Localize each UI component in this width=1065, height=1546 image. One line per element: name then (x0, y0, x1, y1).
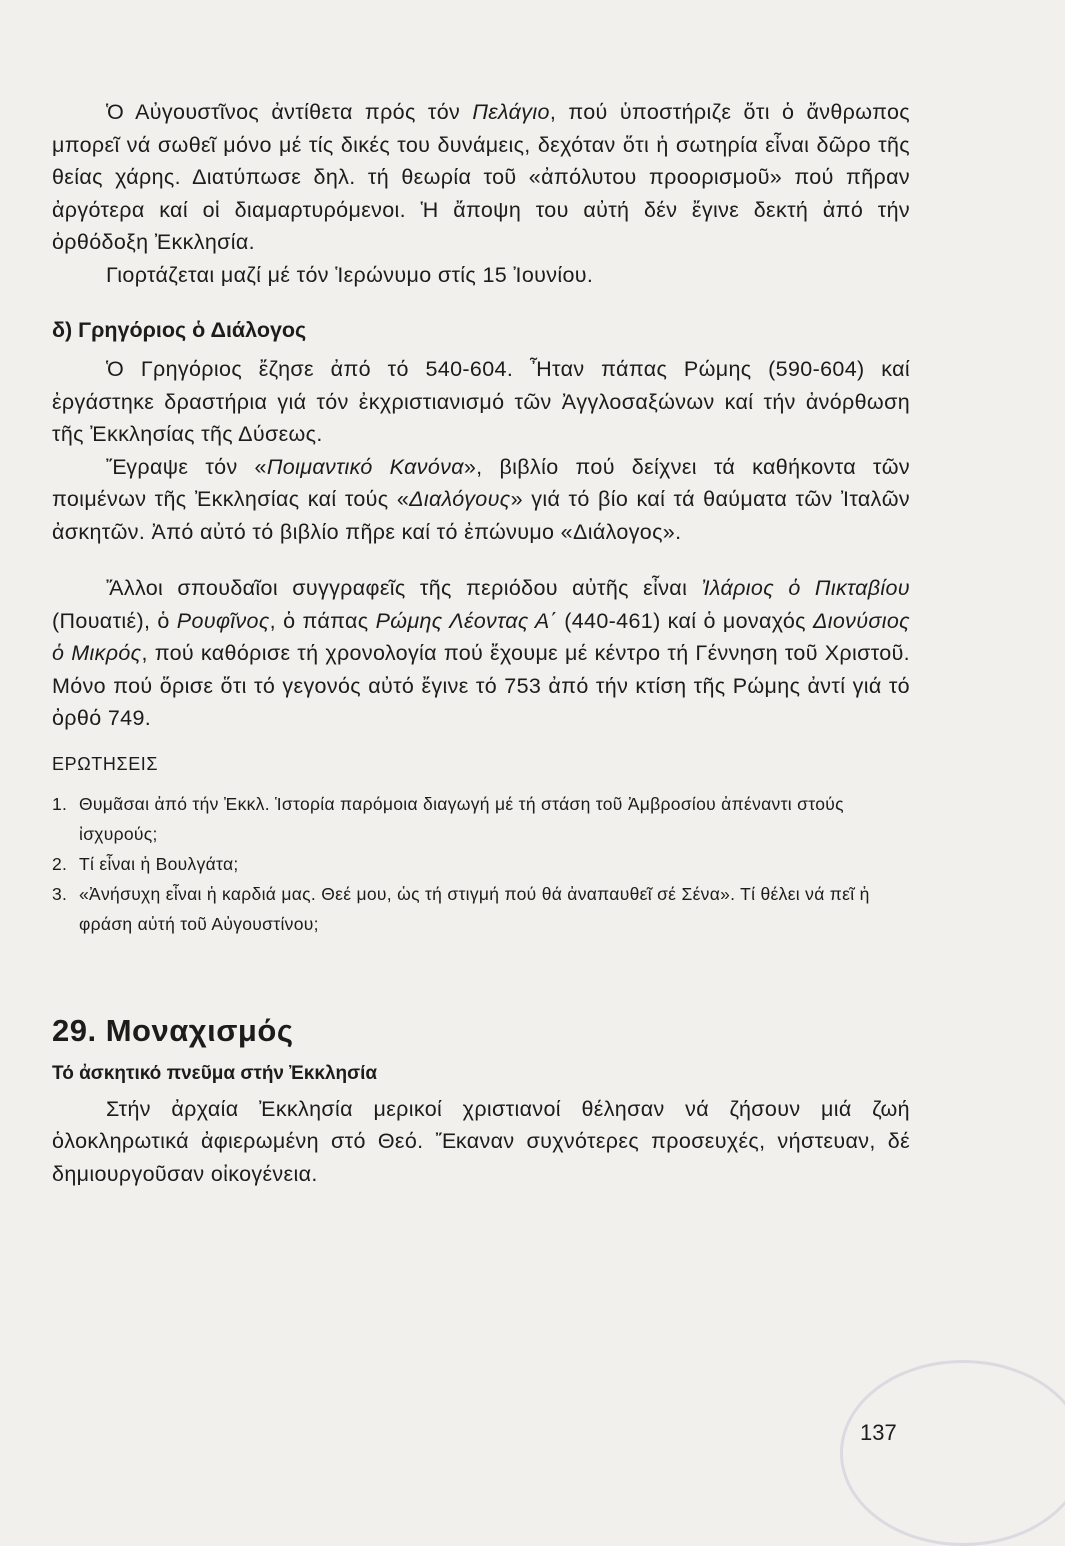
question-item (52, 849, 910, 879)
questions-title: ΕΡΩΤΗΣΕΙΣ (52, 753, 159, 774)
paragraph-other-writers (52, 572, 910, 735)
text-run: , πού ὑποστήριζε ὅτι ὁ ἄνθρωπος μπορεῖ νά σωθεῖ μόνο μέ τίς δικές του δυνάμεις, δεχόταν ὅτι ἡ σωτηρία εἶναι δῶρο τῆς θείας χάρης. Διατύπωσε δηλ. τή θεωρία τοῦ «ἀπόλυτου προορισμοῦ» πού πῆραν ἀργότερα καί οἱ διαμαρτυρόμενοι. Ἡ ἄποψη του αὐτή δέν ἔγινε δεκτή ἀπό τήν ὀρθόδοξη Ἐκκλησία. (52, 100, 910, 254)
text-run: (Πουατιέ), ὁ (52, 608, 177, 633)
text-run: » γιά τό βίο καί τά θαύματα τῶν Ἰταλῶν ἀσκητῶν. Ἀπό αὐτό τό βιβλίο πῆρε καί τό ἐπώνυμο «Διάλογος». (52, 487, 911, 544)
text-run: (440-461) καί ὁ μοναχός (557, 608, 813, 633)
italic-name-rufinus: Ρουφῖνος (176, 608, 270, 633)
italic-title-dialogues: Διαλόγους (409, 487, 511, 511)
text-run: Ἔγραψε τόν « (106, 454, 267, 479)
page-content (52, 96, 910, 1190)
paragraph-feast-day: Γιορτάζεται μαζί μέ τόν Ἱερώνυμο στίς 15 Ἰουνίου. (106, 262, 594, 287)
question-number: 1. (52, 793, 68, 814)
section-heading-gregory: δ) Γρηγόριος ὁ Διάλογος (52, 318, 307, 342)
question-number: 3. (52, 883, 68, 904)
chapter-title: 29. Μοναχισμός (52, 1012, 294, 1048)
question-item (52, 879, 910, 939)
questions-list (52, 789, 910, 939)
library-stamp (840, 1360, 1065, 1546)
italic-name-leo: Ρώμης Λέοντας Α΄ (375, 608, 558, 633)
question-text: Τί εἶναι ἡ Βουλγάτα; (79, 853, 239, 874)
text-run: Ὁ Αὐγουστῖνος ἀντίθετα πρός τόν (106, 100, 473, 124)
text-run: , ὁ πάπας (269, 608, 376, 633)
italic-title-pastoral-rule: Ποιμαντικό Κανόνα (266, 454, 464, 479)
question-item (52, 789, 910, 849)
question-text: Θυμᾶσαι ἀπό τήν Ἐκκλ. Ἱστορία παρόμοια διαγωγή μέ τή στάση τοῦ Ἀμβροσίου ἀπέναντι στούς ἰσχυρούς; (79, 793, 844, 844)
paragraph-asceticism: Στήν ἀρχαία Ἐκκλησία μερικοί χριστιανοί θέλησαν νά ζήσουν μιά ζωή ὁλοκληρωτικά ἀφιερωμένη στό Θεό. Ἔκαναν συχνότερες προσευχές, νήστευαν, δέ δημιουργοῦσαν οἰκογένεια. (52, 1096, 910, 1186)
text-run: », βιβλίο πού δείχνει τά καθήκοντα τῶν ποιμένων τῆς Ἐκκλησίας καί τούς « (52, 454, 911, 511)
italic-name-pelagius: Πελάγιο (472, 100, 550, 124)
text-run: , πού καθόρισε τή χρονολογία πού ἔχουμε μέ κέντρο τή Γέννηση τοῦ Χριστοῦ. Μόνο πού ὅρισε ὅτι τό γεγονός αὐτό ἔγινε τό 753 ἀπό τήν κτίση τῆς Ρώμης ἀντί γιά τό ὀρθό 749. (52, 641, 910, 730)
text-run: Ἄλλοι σπουδαῖοι συγγραφεῖς τῆς περιόδου αὐτῆς εἶναι (106, 576, 702, 600)
page-number: 137 (860, 1420, 897, 1445)
paragraph-gregory-life: Ὁ Γρηγόριος ἔζησε ἀπό τό 540-604. Ἦταν πάπας Ρώμης (590-604) καί ἐργάστηκε δραστήρια γιά τόν ἐκχριστιανισμό τῶν Ἀγγλοσαξώνων καί τήν ἀνόρθωση τῆς Ἐκκλησίας τῆς Δύσεως. (52, 357, 910, 446)
italic-name-hilary: Ἰλάριος ὁ Πικταβίου (701, 576, 910, 600)
paragraph-augustine (52, 96, 910, 259)
chapter-subtitle: Τό ἀσκητικό πνεῦμα στήν Ἐκκλησία (52, 1062, 378, 1084)
italic-name-dionysius: Διονύσιος ὁ Μικρός (52, 608, 910, 665)
question-text: «Ἀνήσυχη εἶναι ἡ καρδιά μας. Θεέ μου, ὡς τή στιγμή πού θά ἀναπαυθεῖ σέ Σένα». Τί θέλει νά πεῖ ἡ φράση αὐτή τοῦ Αὐγουστίνου; (79, 883, 870, 934)
paragraph-gregory-works (52, 451, 910, 549)
question-number: 2. (52, 853, 68, 874)
